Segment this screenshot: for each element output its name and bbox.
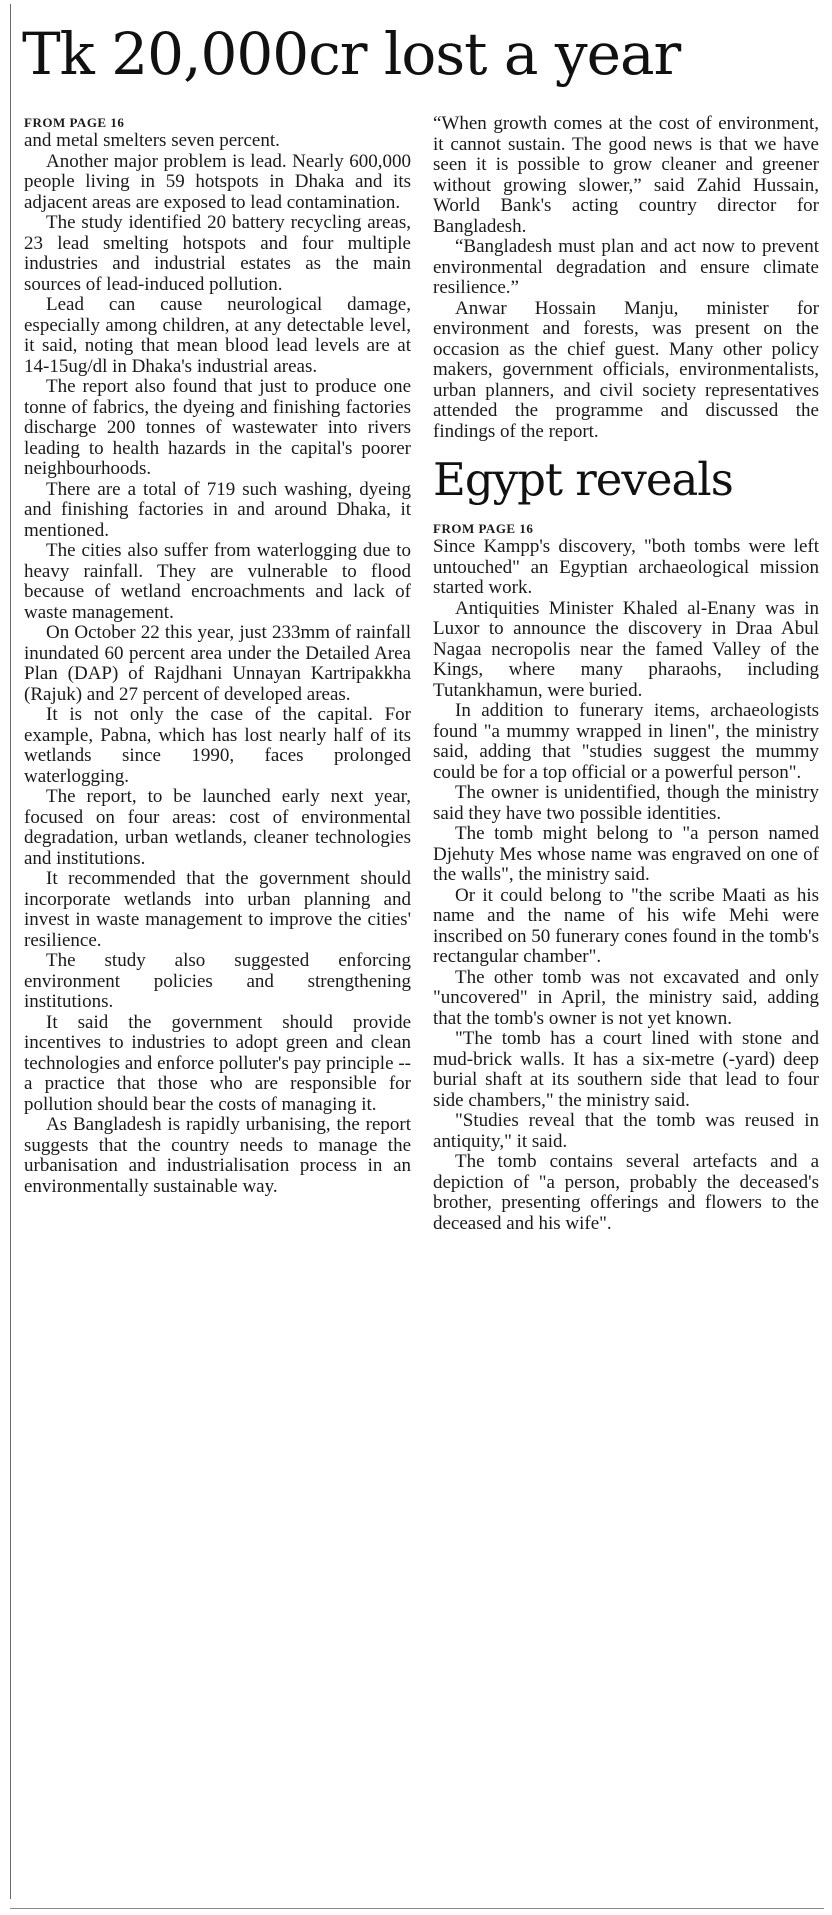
article2-paragraph: The owner is unidentified, though the ministry said they have two possible identities. xyxy=(433,782,819,824)
article1-paragraph: Anwar Hossain Manju, minister for environment and forests, was present on the occasion as the chief guest. Many other policy makers, government officials, environmentalists, urban planners, and civil society representatives attended the programme and discussed the findings of the report. xyxy=(433,297,819,442)
article2-paragraph: The tomb contains several artefacts and a depiction of "a person, probably the deceased's brother, presenting offerings and flowers to the deceased and his wife". xyxy=(433,1151,819,1234)
article2-headline: Egypt reveals xyxy=(433,453,733,506)
article1-paragraph: It recommended that the government should incorporate wetlands into urban planning and invest in waste management to improve the cities' resilience. xyxy=(24,868,411,951)
article1-headline: Tk 20,000cr lost a year xyxy=(22,20,681,88)
article2-paragraph: In addition to funerary items, archaeologists found "a mummy wrapped in linen", the ministry said, adding that "studies suggest the mummy could be for a top official or a powerful person". xyxy=(433,700,819,783)
article1-paragraph: The cities also suffer from waterlogging due to heavy rainfall. They are vulnerable to flood because of wetland encroachments and lack of waste management. xyxy=(24,540,411,623)
bottom-rule xyxy=(10,1908,824,1909)
article1-paragraph: Another major problem is lead. Nearly 600,000 people living in 59 hotspots in Dhaka and its adjacent areas are exposed to lead contamination. xyxy=(24,150,411,213)
article2-paragraph: The tomb might belong to "a person named Djehuty Mes whose name was engraved on one of the walls", the ministry said. xyxy=(433,823,819,885)
article1-paragraph: As Bangladesh is rapidly urbanising, the report suggests that the country needs to manage the urbanisation and industrialisation process in an environmentally sustainable way. xyxy=(24,1114,411,1197)
article1-paragraph: The study also suggested enforcing environment policies and strengthening institutions. xyxy=(24,950,411,1012)
article1-paragraph: Lead can cause neurological damage, especially among children, at any detectable level, it said, noting that mean blood lead levels are at 14-15ug/dl in Dhaka's industrial areas. xyxy=(24,294,411,377)
article1-paragraph: “Bangladesh must plan and act now to prevent environmental degradation and ensure climate resilience.” xyxy=(433,236,819,298)
article2-dateline: FROM PAGE 16 xyxy=(433,521,534,536)
article1-paragraph: It is not only the case of the capital. For example, Pabna, which has lost nearly half of its wetlands since 1990, faces prolonged waterlogging. xyxy=(24,704,411,787)
article1-paragraph: On October 22 this year, just 233mm of rainfall inundated 60 percent area under the Detailed Area Plan (DAP) of Rajdhani Unnayan Kartripakkha (Rajuk) and 27 percent of developed areas. xyxy=(24,622,411,705)
article1-paragraph: The report, to be launched early next year, focused on four areas: cost of environmental degradation, urban wetlands, cleaner technologies and institutions. xyxy=(24,786,411,869)
article1-column-left xyxy=(24,114,411,1197)
article1-paragraph: and metal smelters seven percent. xyxy=(24,130,280,151)
article2-paragraph: "The tomb has a court lined with stone and mud-brick walls. It has a six-metre (-yard) deep burial shaft at its southern side that lead to four side chambers," the ministry said. xyxy=(433,1028,819,1111)
article2-paragraph: Since Kampp's discovery, "both tombs were left untouched" an Egyptian archaeological mission started work. xyxy=(433,536,819,598)
article1-paragraph: There are a total of 719 such washing, dyeing and finishing factories in and around Dhaka, it mentioned. xyxy=(24,478,411,541)
article1-paragraph: “When growth comes at the cost of environment, it cannot sustain. The good news is that we have seen it is possible to grow cleaner and greener without growing slower,” said Zahid Hussain, World Bank's acting country director for Bangladesh. xyxy=(433,113,819,237)
article1-paragraph: The study identified 20 battery recycling areas, 23 lead smelting hotspots and four multiple industries and industrial estates as the main sources of lead-induced pollution. xyxy=(24,212,411,295)
article1-paragraph: It said the government should provide incentives to industries to adopt green and clean technologies and enforce polluter's pay principle -- a practice that those who are responsible for pollution should bear the costs of managing it. xyxy=(24,1011,411,1115)
article2-paragraph: Or it could belong to "the scribe Maati as his name and the name of his wife Mehi were inscribed on 50 funerary cones found in the tomb's rectangular chamber". xyxy=(433,884,819,967)
article2-paragraph: "Studies reveal that the tomb was reused in antiquity," it said. xyxy=(433,1110,819,1152)
article1-dateline: FROM PAGE 16 xyxy=(24,115,125,130)
right-column xyxy=(433,114,819,1234)
article2-paragraph: Antiquities Minister Khaled al-Enany was in Luxor to announce the discovery in Draa Abul Nagaa necropolis near the famed Valley of the Kings, where many pharaohs, including Tutankhamun, were buried. xyxy=(433,597,819,701)
article2-paragraph: The other tomb was not excavated and only "uncovered" in April, the ministry said, adding that the tomb's owner is not yet known. xyxy=(433,966,819,1029)
article1-paragraph: The report also found that just to produce one tonne of fabrics, the dyeing and finishing factories discharge 200 tonnes of wastewater into rivers leading to health hazards in the capital's poorer neighbourhoods. xyxy=(24,376,411,479)
left-column-rule xyxy=(10,4,11,1899)
